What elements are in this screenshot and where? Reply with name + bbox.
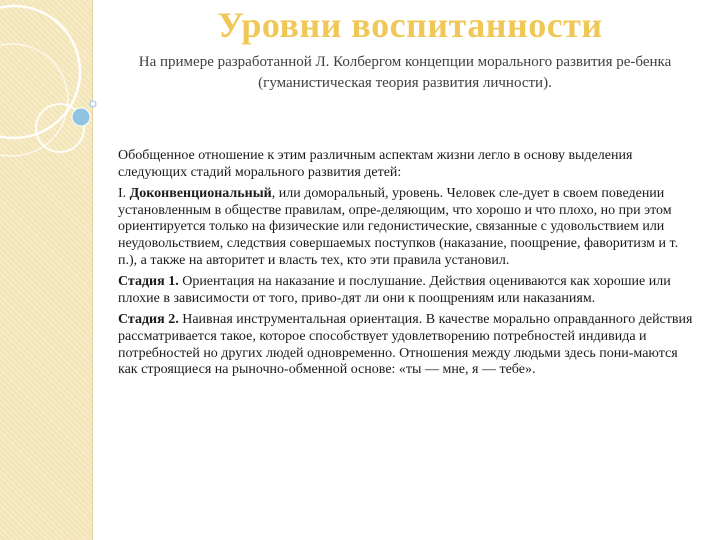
slide-subtitle: На примере разработанной Л. Колбергом концепции морального развития ре-бенка (гуманистическая теория развития личности). — [138, 54, 672, 91]
stage1-text: Ориентация на наказание и послушание. Действия оцениваются как хорошие или плохие в зависимости от того, приво-дят ли они к поощрениям или наказаниям. — [118, 274, 671, 306]
slide-title: Уровни воспитанности — [217, 5, 603, 45]
stage2-text: Наивная инструментальная ориентация. В качестве морально оправданного действия рассматривается такое, которое способствует удовлетворению потребностей индивида и потребностей но других людей одновременно. Отношения между людьми здесь пони-маются как строящиеся на рыночно-обменной основе: «ты — мне, я — тебе». — [118, 312, 693, 378]
stage1-label: Стадия 1. — [118, 274, 179, 290]
slide-body — [118, 148, 698, 384]
intro-paragraph: Обобщенное отношение к этим различным аспектам жизни легло в основу выделения следующих стадий морального развития детей: — [118, 148, 633, 180]
level1-paragraph — [118, 186, 698, 269]
stage1-paragraph — [118, 274, 698, 307]
level1-term: Доконвенциональный — [129, 186, 272, 202]
stage2-paragraph — [118, 312, 698, 378]
level1-text: , или доморальный, уровень. Человек сле-дует в своем поведении установленным в обществе правилам, опре-деляющим, что хорошо и что плохо, но при этом ориентируется только на физические или гедонистические, связанные с удовольствием или неудовольствием, следствия совершаемых поступков (наказание, поощрение, фаворитизм и т. п.), а также на авторитет и власть тех, кто эти правила установил. — [118, 186, 679, 268]
stage2-label: Стадия 2. — [118, 312, 179, 328]
level1-prefix: I. — [118, 186, 130, 202]
